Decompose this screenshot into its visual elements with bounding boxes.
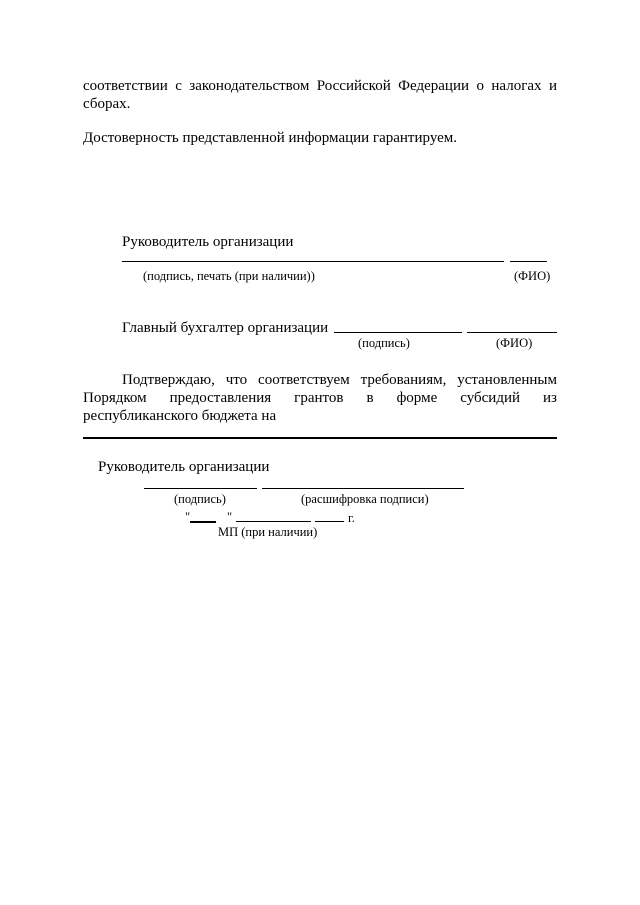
- accountant-name-line[interactable]: [467, 332, 557, 333]
- head-signature-caption: (подпись, печать (при наличии)): [143, 269, 315, 283]
- accountant-name-caption: (ФИО): [496, 336, 533, 350]
- head-signature-line[interactable]: [122, 261, 504, 262]
- head-name-caption: (ФИО): [514, 269, 551, 283]
- intro-line-2: сборах.: [83, 96, 131, 112]
- head-of-organization-label: Руководитель организации: [122, 234, 294, 250]
- head-name-line[interactable]: [510, 261, 547, 262]
- confirmation-line-1: Подтверждаю, что соответствуем требованиям, установленным: [122, 372, 557, 388]
- stamp-caption: МП (при наличии): [218, 525, 318, 539]
- signature-decode-line[interactable]: [262, 488, 464, 489]
- date-month-field[interactable]: [236, 521, 311, 522]
- signature-decode-caption: (расшифровка подписи): [301, 492, 429, 506]
- chief-accountant-label: Главный бухгалтер организации: [122, 320, 329, 336]
- signature-caption-2: (подпись): [174, 492, 226, 506]
- date-year-field[interactable]: [315, 521, 344, 522]
- confirmation-line-2: Порядком предоставления грантов в форме субсидий из: [83, 390, 557, 406]
- intro-line-1: соответствии с законодательством Российской Федерации о налогах и: [83, 78, 557, 94]
- date-year-suffix: г.: [348, 511, 355, 525]
- head-of-organization-label-2: Руководитель организации: [98, 459, 270, 475]
- guarantee-statement: Достоверность представленной информации гарантируем.: [83, 130, 458, 146]
- date-open-quote: ": [185, 510, 191, 524]
- date-close-quote: ": [227, 510, 233, 524]
- budget-purpose-line[interactable]: [83, 437, 557, 439]
- signature-line-2[interactable]: [144, 488, 257, 489]
- confirmation-line-3: республиканского бюджета на: [83, 408, 277, 424]
- accountant-signature-caption: (подпись): [358, 336, 410, 350]
- date-day-field[interactable]: [190, 521, 216, 523]
- accountant-signature-line[interactable]: [334, 332, 462, 333]
